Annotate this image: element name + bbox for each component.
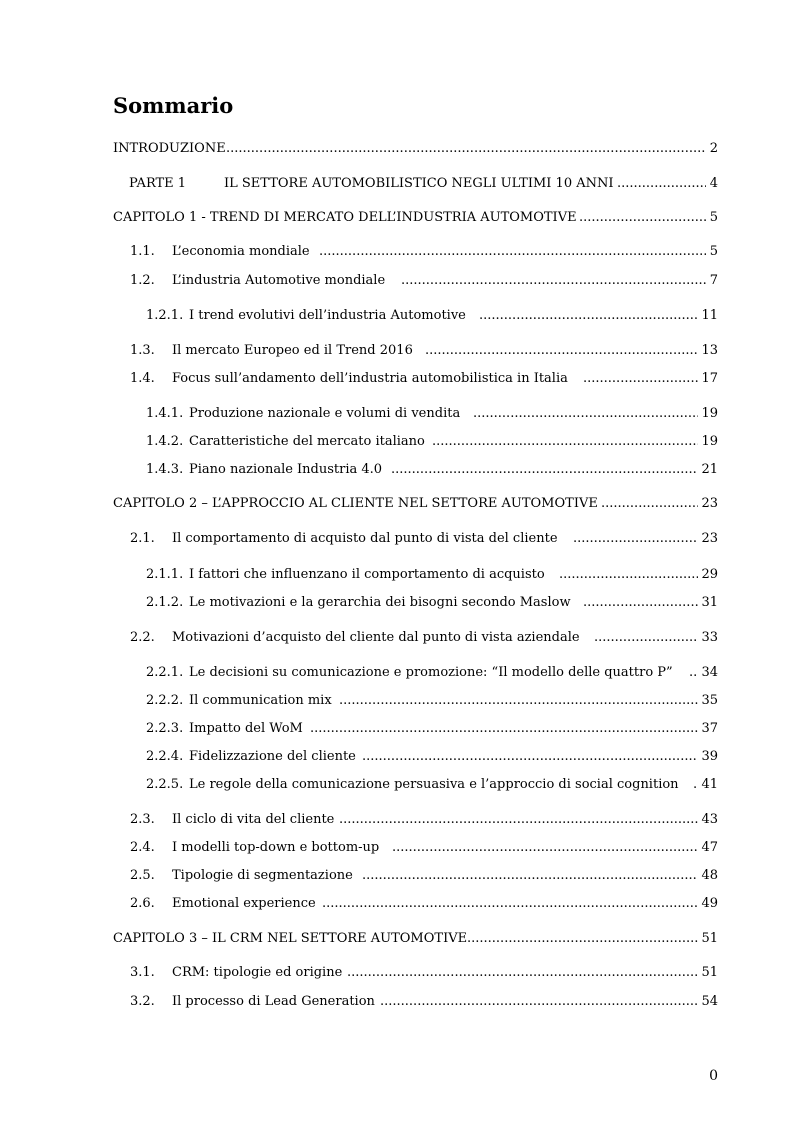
toc-entry-number: 3.2. (130, 994, 155, 1009)
toc-leader-dots (467, 929, 698, 949)
toc-entry-page: 39 (701, 749, 718, 764)
toc-leader-dots (579, 208, 706, 228)
toc-entry-number: 2.5. (130, 868, 155, 883)
toc-leader-dots (583, 593, 698, 613)
toc-entry-1-4-1[interactable] (0, 404, 794, 424)
toc-entry-number: 2.2. (130, 630, 155, 645)
toc-leader-dots (594, 628, 698, 648)
toc-entry-page: 4 (709, 176, 718, 191)
toc-entry-3-1[interactable] (0, 963, 794, 983)
toc-leader-dots (689, 663, 698, 683)
toc-entry-number: 2.2.2. (146, 693, 184, 708)
toc-entry-3-2[interactable] (0, 992, 794, 1012)
toc-entry-2-6[interactable] (0, 894, 794, 914)
toc-entry-page: 5 (709, 210, 718, 225)
toc-entry-parte-1[interactable] (0, 174, 794, 194)
toc-entry-text: L’industria Automotive mondiale (172, 273, 386, 288)
toc-entry-page: 51 (701, 965, 718, 980)
toc-entry-number: 1.3. (130, 343, 155, 358)
toc-entry-1-1[interactable] (0, 242, 794, 262)
toc-entry-1-2-1[interactable] (0, 306, 794, 326)
toc-leader-dots (583, 369, 698, 389)
toc-entry-page: 35 (701, 693, 718, 708)
toc-entry-number: 2.6. (130, 896, 155, 911)
toc-leader-dots (347, 963, 698, 983)
toc-entry-number: 2.3. (130, 812, 155, 827)
toc-entry-number: 2.1.1. (146, 567, 184, 582)
toc-entry-capitolo-3[interactable] (0, 929, 794, 949)
toc-entry-text: CAPITOLO 2 – L’APPROCCIO AL CLIENTE NEL SETTORE AUTOMOTIVE (113, 496, 598, 511)
toc-entry-text: CRM: tipologie ed origine (172, 965, 343, 980)
toc-entry-page: 48 (701, 868, 718, 883)
toc-entry-number: PARTE 1 (129, 176, 187, 191)
toc-leader-dots (380, 992, 698, 1012)
toc-entry-text: Tipologie di segmentazione (172, 868, 353, 883)
toc-entry-page: 23 (701, 496, 718, 511)
toc-entry-text: Motivazioni d’acquisto del cliente dal punto di vista aziendale (172, 630, 580, 645)
toc-leader-dots (391, 460, 698, 480)
toc-entry-text: I trend evolutivi dell’industria Automotive (189, 308, 466, 323)
toc-entry-page: 34 (701, 665, 718, 680)
toc-entry-text: Focus sull’andamento dell’industria automobilistica in Italia (172, 371, 568, 386)
toc-entry-text: Produzione nazionale e volumi di vendita (189, 406, 461, 421)
toc-entry-number: 2.1.2. (146, 595, 184, 610)
toc-leader-dots (319, 242, 706, 262)
toc-entry-page: 29 (701, 567, 718, 582)
toc-entry-1-4-3[interactable] (0, 460, 794, 480)
toc-entry-page: 37 (701, 721, 718, 736)
toc-entry-2-1[interactable] (0, 529, 794, 549)
toc-entry-number: 2.2.5. (146, 777, 184, 792)
toc-entry-text: INTRODUZIONE (113, 141, 226, 156)
toc-entry-page: 7 (709, 273, 718, 288)
toc-entry-text: CAPITOLO 1 - TREND DI MERCATO DELL’INDUSTRIA AUTOMOTIVE (113, 210, 577, 225)
toc-entry-text: I modelli top-down e bottom-up (172, 840, 380, 855)
toc-entry-page: 54 (701, 994, 718, 1009)
toc-leader-dots (617, 174, 706, 194)
toc-entry-number: 1.4.2. (146, 434, 184, 449)
page-number: 0 (709, 1068, 718, 1084)
toc-entry-1-4[interactable] (0, 369, 794, 389)
toc-leader-dots (601, 494, 698, 514)
toc-entry-number: 2.2.3. (146, 721, 184, 736)
toc-entry-page: 43 (701, 812, 718, 827)
toc-entry-text: Le decisioni su comunicazione e promozione: “Il modello delle quattro P” (189, 665, 673, 680)
toc-leader-dots (310, 719, 698, 739)
toc-leader-dots (401, 271, 706, 291)
toc-entry-page: 2 (709, 141, 718, 156)
toc-entry-page: 11 (701, 308, 718, 323)
toc-entry-2-3[interactable] (0, 810, 794, 830)
toc-entry-text: L’economia mondiale (172, 244, 310, 259)
toc-entry-capitolo-2[interactable] (0, 494, 794, 514)
toc-leader-dots (573, 529, 698, 549)
toc-entry-1-2[interactable] (0, 271, 794, 291)
toc-entry-number: 1.2. (130, 273, 155, 288)
toc-entry-page: 41 (701, 777, 718, 792)
toc-leader-dots (693, 775, 698, 795)
toc-entry-1-4-2[interactable] (0, 432, 794, 452)
toc-entry-text: Il communication mix (189, 693, 332, 708)
toc-entry-text: Piano nazionale Industria 4.0 (189, 462, 383, 477)
toc-entry-page: 17 (701, 371, 718, 386)
toc-entry-number: 2.4. (130, 840, 155, 855)
toc-entry-2-1-1[interactable] (0, 565, 794, 585)
toc-entry-2-5[interactable] (0, 866, 794, 886)
toc-entry-capitolo-1[interactable] (0, 208, 794, 228)
toc-entry-page: 21 (701, 462, 718, 477)
document-title: Sommario (113, 93, 234, 118)
toc-entry-text: Le regole della comunicazione persuasiva e l’approccio di social cognition (189, 777, 679, 792)
toc-entry-page: 31 (701, 595, 718, 610)
toc-entry-2-2-5[interactable] (0, 775, 794, 795)
toc-entry-number: 1.4. (130, 371, 155, 386)
toc-entry-2-2-1[interactable] (0, 663, 794, 683)
toc-entry-page: 13 (701, 343, 718, 358)
toc-entry-text: I fattori che influenzano il comportamento di acquisto (189, 567, 545, 582)
toc-entry-text: Le motivazioni e la gerarchia dei bisogni secondo Maslow (189, 595, 571, 610)
toc-leader-dots (322, 894, 698, 914)
toc-entry-page: 47 (701, 840, 718, 855)
toc-entry-2-2[interactable] (0, 628, 794, 648)
toc-entry-number: 2.2.4. (146, 749, 184, 764)
toc-entry-text: Impatto del WoM (189, 721, 303, 736)
toc-entry-text: Il ciclo di vita del cliente (172, 812, 335, 827)
toc-entry-2-2-3[interactable] (0, 719, 794, 739)
toc-entry-number: 1.1. (130, 244, 155, 259)
toc-entry-number: 1.4.3. (146, 462, 184, 477)
toc-entry-2-2-4[interactable] (0, 747, 794, 767)
toc-leader-dots (392, 838, 698, 858)
toc-entry-1-3[interactable] (0, 341, 794, 361)
toc-entry-text: Fidelizzazione del cliente (189, 749, 356, 764)
toc-entry-number: 2.2.1. (146, 665, 184, 680)
toc-entry-introduzione[interactable] (0, 139, 794, 159)
toc-entry-text: Il comportamento di acquisto dal punto di vista del cliente (172, 531, 558, 546)
toc-entry-page: 23 (701, 531, 718, 546)
toc-entry-text: Il processo di Lead Generation (172, 994, 375, 1009)
toc-entry-text: Emotional experience (172, 896, 316, 911)
toc-entry-text: Caratteristiche del mercato italiano (189, 434, 425, 449)
toc-entry-number: 2.1. (130, 531, 155, 546)
toc-entry-2-2-2[interactable] (0, 691, 794, 711)
toc-leader-dots (339, 810, 698, 830)
toc-leader-dots (559, 565, 698, 585)
toc-leader-dots (339, 691, 698, 711)
toc-leader-dots (479, 306, 698, 326)
toc-entry-page: 5 (709, 244, 718, 259)
toc-entry-page: 19 (701, 434, 718, 449)
toc-entry-2-4[interactable] (0, 838, 794, 858)
toc-leader-dots (362, 866, 698, 886)
toc-entry-number: 1.4.1. (146, 406, 184, 421)
toc-entry-page: 19 (701, 406, 718, 421)
toc-entry-2-1-2[interactable] (0, 593, 794, 613)
toc-leader-dots (473, 404, 698, 424)
toc-leader-dots (425, 341, 698, 361)
toc-leader-dots (362, 747, 698, 767)
toc-entry-number: 1.2.1. (146, 308, 184, 323)
toc-entry-page: 33 (701, 630, 718, 645)
toc-entry-page: 49 (701, 896, 718, 911)
toc-entry-number: 3.1. (130, 965, 155, 980)
toc-leader-dots (432, 432, 698, 452)
toc-entry-text: CAPITOLO 3 – IL CRM NEL SETTORE AUTOMOTIVE (113, 931, 468, 946)
toc-entry-text: Il mercato Europeo ed il Trend 2016 (172, 343, 413, 358)
toc-entry-page: 51 (701, 931, 718, 946)
toc-leader-dots (226, 139, 706, 159)
toc-entry-text: IL SETTORE AUTOMOBILISTICO NEGLI ULTIMI 10 ANNI (224, 176, 614, 191)
